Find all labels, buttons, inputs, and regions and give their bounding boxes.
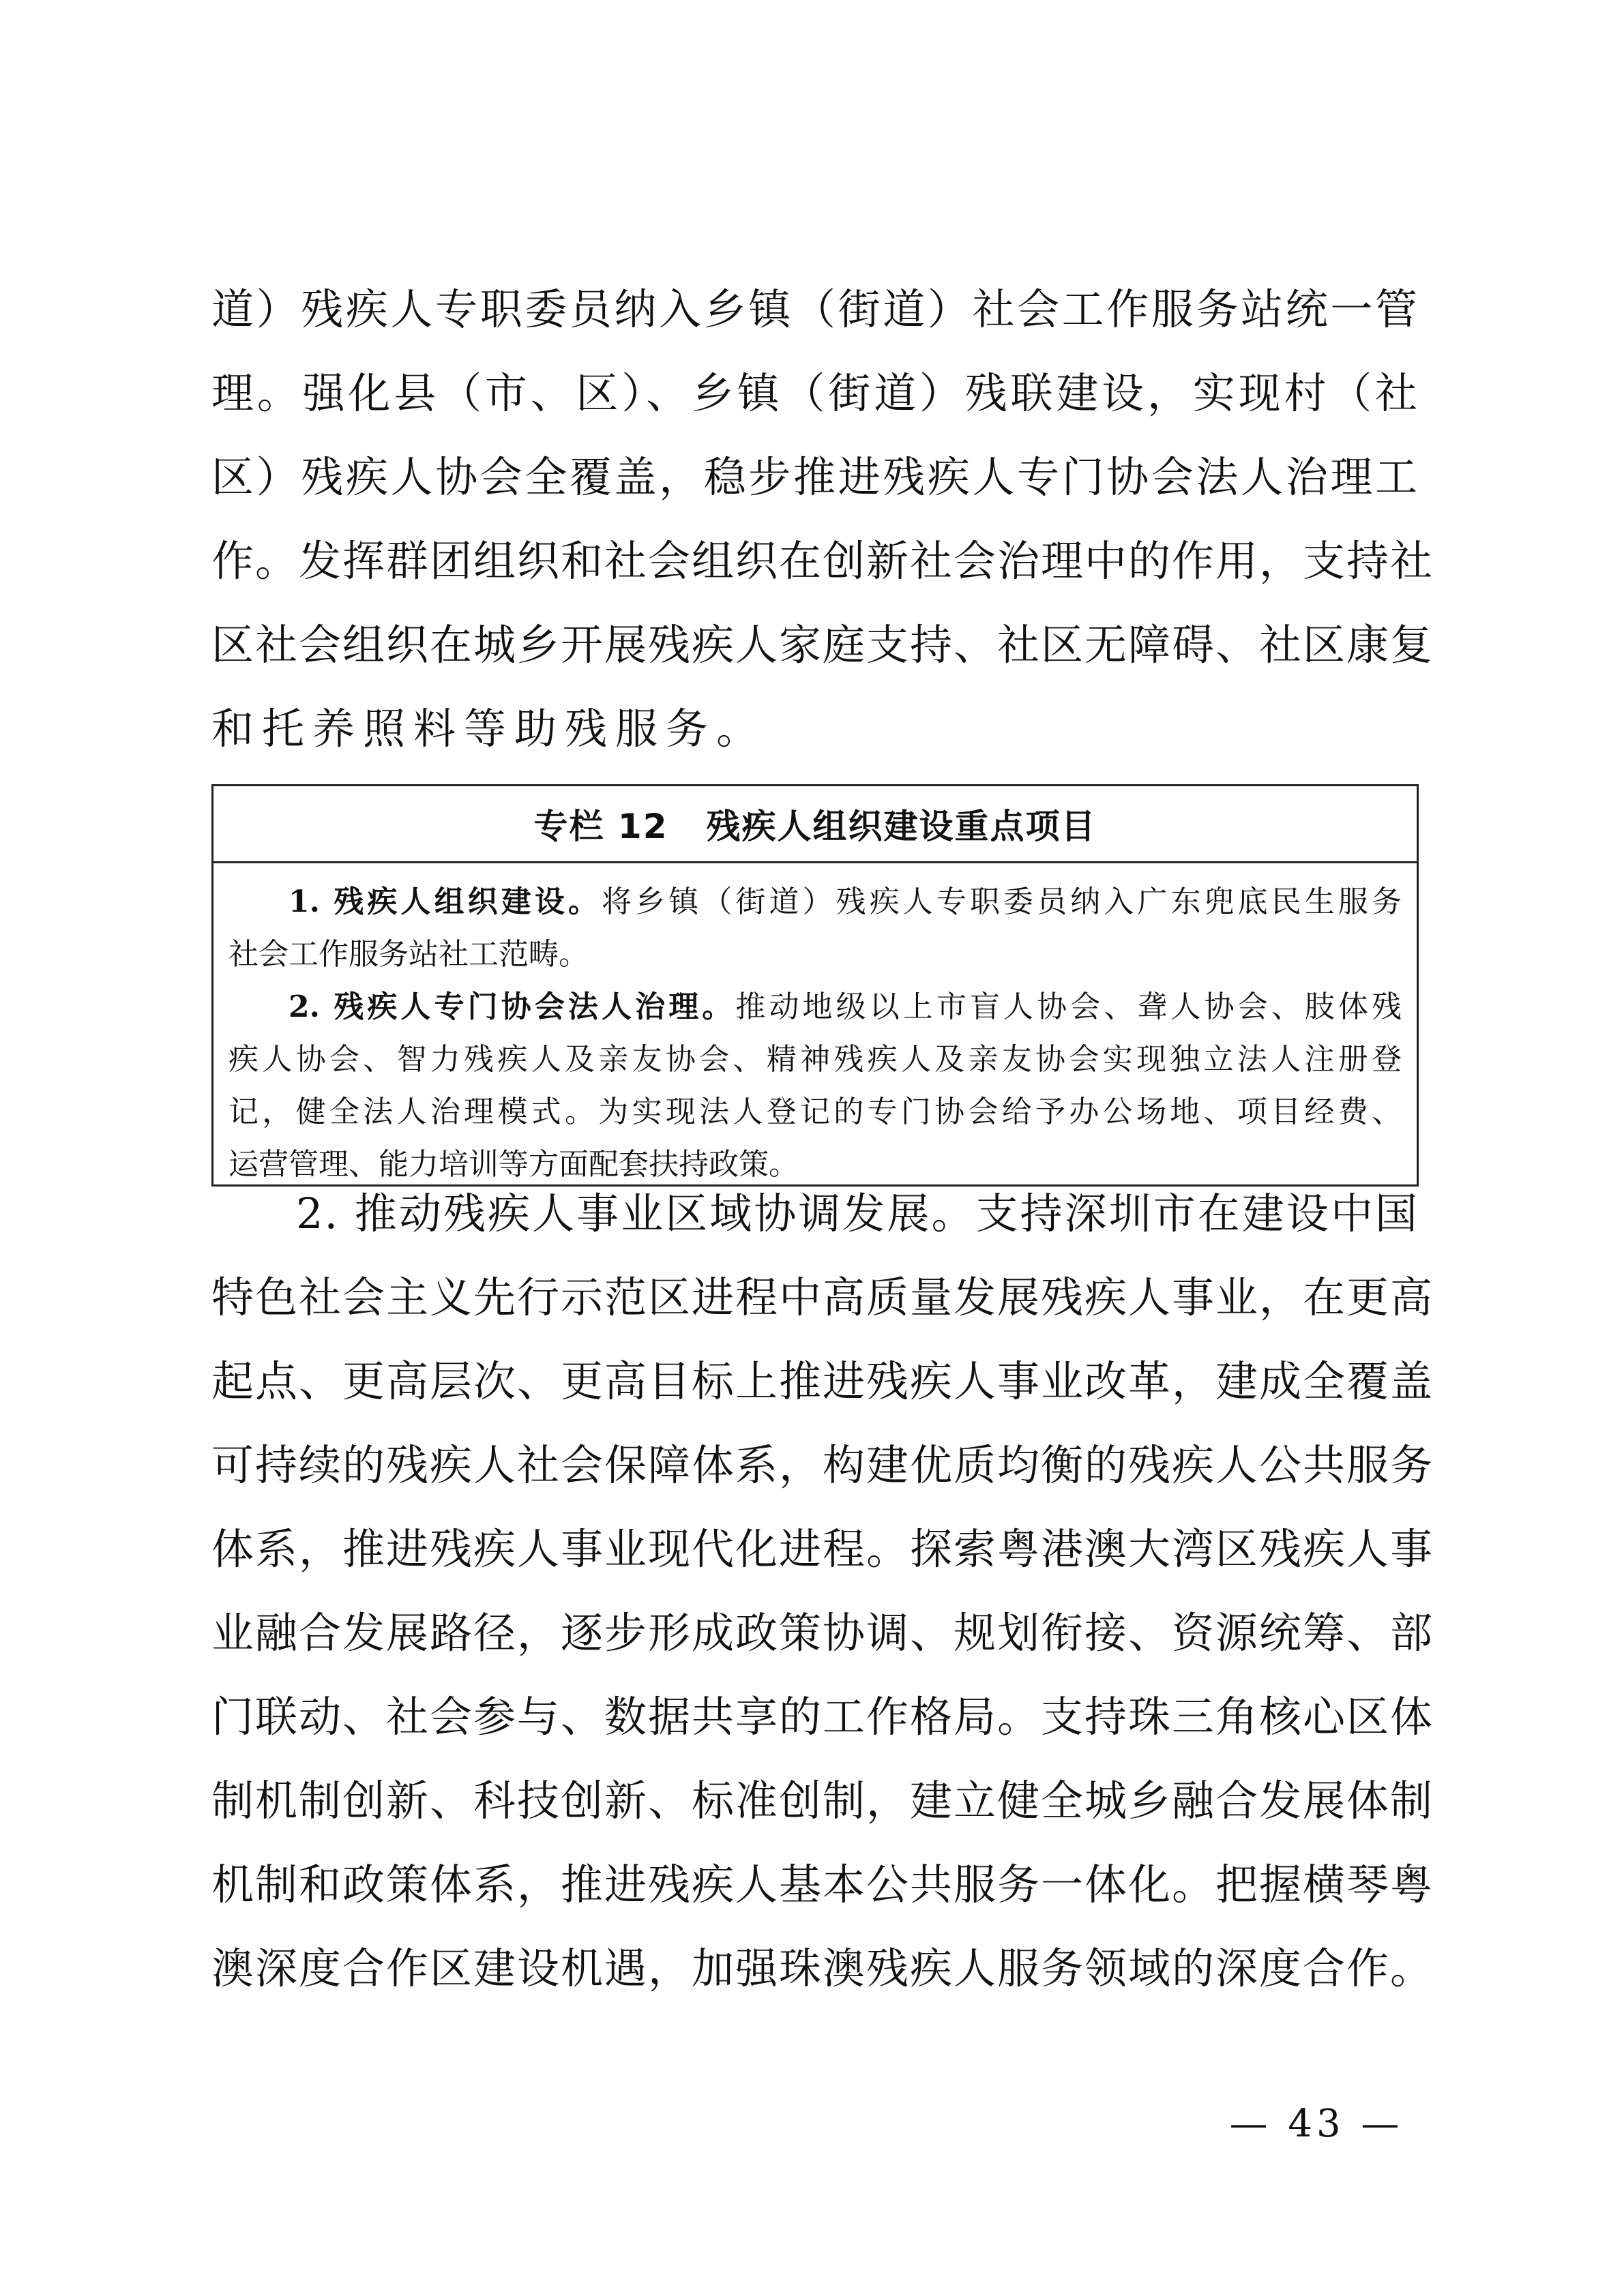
feature-box-title <box>213 786 1417 863</box>
box-item-2-line: 记，健全法人治理模式。为实现法人登记的专门协会给予办公场地、项目经费、 <box>228 1094 1402 1129</box>
feature-box-body <box>213 863 1417 1191</box>
feature-box-heading: 残疾人组织建设重点项目 <box>706 807 1097 846</box>
text-line: 区）残疾人协会全覆盖，稳步推进残疾人专门协会法人治理工 <box>211 452 1419 502</box>
text-line: 道）残疾人专职委员纳入乡镇（街道）社会工作服务站统一管 <box>211 284 1419 334</box>
box-item-2-line: 运营管理、能力培训等方面配套扶持政策。 <box>228 1147 799 1182</box>
text-line: 作。发挥群团组织和社会组织在创新社会治理中的作用，支持社 <box>211 536 1434 586</box>
feature-box <box>211 784 1419 1187</box>
paragraph-continuation <box>211 267 1434 771</box>
box-item-1-heading: 1. 残疾人组织建设。 <box>289 884 602 919</box>
text-line: 可持续的残疾人社会保障体系，构建优质均衡的残疾人公共服务 <box>211 1440 1434 1490</box>
text-line: 业融合发展路径，逐步形成政策协调、规划衔接、资源统筹、部 <box>211 1608 1434 1658</box>
text-line: 体系，推进残疾人事业现代化进程。探索粤港澳大湾区残疾人事 <box>211 1524 1434 1574</box>
text-line: 和托养照料等助残服务。 <box>211 704 767 754</box>
box-item-2-line: 2. 残疾人专门协会法人治理。推动地级以上市盲人协会、聋人协会、肢体残 <box>289 989 1402 1024</box>
box-item-2-line: 疾人协会、智力残疾人及亲友协会、精神残疾人及亲友协会实现独立法人注册登 <box>228 1042 1402 1077</box>
text-line: 制机制创新、科技创新、标准创制，建立健全城乡融合发展体制 <box>211 1776 1434 1825</box>
box-item-2-heading: 2. 残疾人专门协会法人治理。 <box>289 989 736 1024</box>
text-line: 澳深度合作区建设机遇，加强珠澳残疾人服务领域的深度合作。 <box>211 1943 1434 1993</box>
text-line: 2. 推动残疾人事业区域协调发展。支持深圳市在建设中国 <box>296 1189 1419 1238</box>
text-line: 区社会组织在城乡开展残疾人家庭支持、社区无障碍、社区康复 <box>211 620 1434 670</box>
box-item-1-line: 1. 残疾人组织建设。将乡镇（街道）残疾人专职委员纳入广东兜底民生服务 <box>289 884 1402 919</box>
text-line: 起点、更高层次、更高目标上推进残疾人事业改革，建成全覆盖 <box>211 1356 1434 1406</box>
text-line: 特色社会主义先行示范区进程中高质量发展残疾人事业，在更高 <box>211 1272 1434 1322</box>
text-line: 门联动、社会参与、数据共享的工作格局。支持珠三角核心区体 <box>211 1692 1434 1742</box>
feature-box-label: 专栏 12 <box>533 807 668 846</box>
paragraph-regional-development <box>211 1172 1434 2010</box>
text-line: 机制和政策体系，推进残疾人基本公共服务一体化。把握横琴粤 <box>211 1860 1434 1909</box>
text-line: 理。强化县（市、区）、乡镇（街道）残联建设，实现村（社 <box>211 368 1419 418</box>
page-number: — 43 — <box>1229 2102 1404 2146</box>
box-item-1-line: 社会工作服务站社工范畴。 <box>228 937 589 972</box>
